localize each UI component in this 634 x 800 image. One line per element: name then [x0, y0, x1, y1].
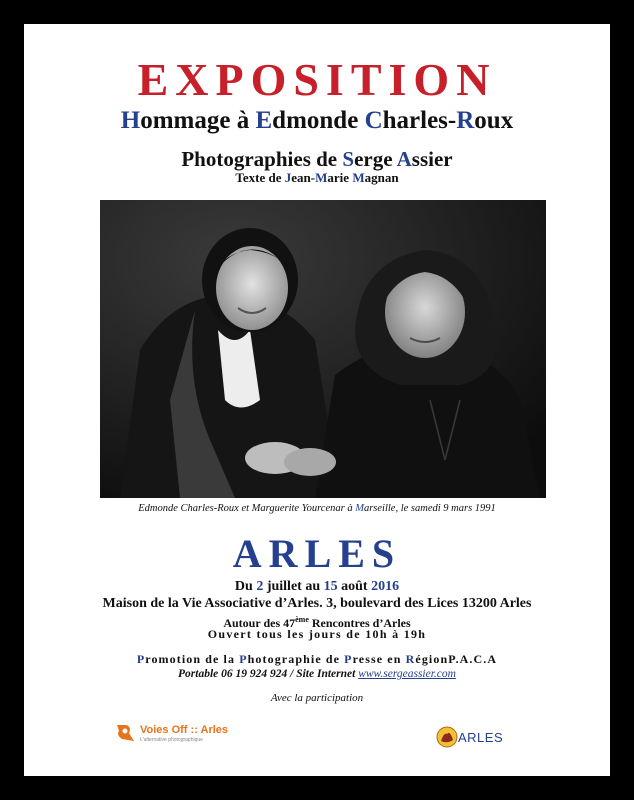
- promo-text: P.A.C.A: [448, 652, 498, 666]
- initial: A: [396, 147, 412, 171]
- initial: R: [456, 107, 475, 134]
- promo-text: romotion de la: [145, 652, 240, 666]
- participation-text: Avec la participation: [270, 692, 364, 704]
- voies-off-icon: [114, 721, 138, 745]
- dates-text: août: [337, 579, 372, 594]
- exposition-title: EXPOSITION: [137, 54, 497, 105]
- caption-text: arseille, le samedi 9 mars 1991: [363, 503, 496, 514]
- initial: P: [136, 652, 146, 666]
- photograph-illustration: [100, 200, 546, 498]
- promo-text: resse en: [352, 652, 406, 666]
- subtitle-text: dmonde: [272, 107, 365, 134]
- initial: E: [255, 107, 273, 134]
- venue-address: Maison de la Vie Associative d’Arles. 3, boulevard des Lices 13200 Arles: [102, 596, 532, 611]
- hours-value: 10h à 19h: [365, 627, 427, 641]
- rencontres-text: Rencontres d’Arles: [308, 616, 411, 630]
- hours-text: Ouvert tous les jours de: [207, 627, 366, 641]
- author-text: ean-: [291, 170, 316, 185]
- photographer-text: erge: [354, 147, 397, 171]
- date-highlight: 2: [256, 579, 264, 594]
- subtitle-text: harles-: [382, 107, 457, 134]
- author-prefix: Texte de: [235, 170, 285, 185]
- arles-emblem-icon: [436, 726, 458, 748]
- voies-off-name: Voies Off :: Arles: [140, 724, 229, 736]
- arles-logo: [436, 726, 546, 752]
- website-link[interactable]: www.sergeassier.com: [358, 668, 456, 680]
- exhibition-dates: [24, 578, 610, 595]
- initial: M: [352, 170, 365, 185]
- opening-hours: [24, 627, 610, 642]
- initial: H: [120, 107, 141, 134]
- rencontres-text: Autour des 47: [223, 616, 296, 630]
- dates-text: juillet au: [263, 579, 324, 594]
- initial: J: [284, 170, 292, 185]
- initial: M: [355, 503, 364, 514]
- subtitle-text: ommage à: [140, 107, 256, 134]
- dates-text: Du: [234, 579, 257, 594]
- initial: S: [342, 147, 355, 171]
- author-text: agnan: [364, 170, 399, 185]
- contact-text: Portable 06 19 924 924 / Site Internet: [178, 668, 359, 680]
- copyright-notice: © Serge Assier: [478, 753, 579, 770]
- contact-line: [24, 667, 610, 681]
- voies-off-logo: [114, 721, 264, 747]
- subtitle-text: oux: [474, 107, 514, 134]
- arles-logo-name: ARLES: [458, 730, 504, 745]
- initial: R: [405, 652, 416, 666]
- promotion-line: [24, 652, 610, 667]
- author-text: arie: [327, 170, 353, 185]
- date-highlight: 15: [323, 579, 338, 594]
- subtitle: [24, 106, 610, 136]
- date-highlight: 2016: [371, 579, 400, 594]
- rencontres-ordinal: ème: [295, 615, 309, 624]
- caption-text: Edmonde Charles-Roux et Marguerite Yourcenar à: [138, 503, 356, 514]
- photographer-line: [24, 146, 610, 172]
- city-title: ARLES: [232, 531, 402, 576]
- promo-text: hotographie de: [247, 652, 345, 666]
- author-line: [24, 170, 610, 186]
- promo-text: égion: [415, 652, 449, 666]
- poster: [24, 24, 610, 776]
- photographer-text: ssier: [411, 147, 453, 171]
- initial: C: [364, 107, 383, 134]
- initial: P: [239, 652, 248, 666]
- initial: P: [344, 652, 353, 666]
- black-white-photograph: [100, 200, 546, 498]
- voies-off-tagline: L'alternative photographique: [140, 737, 203, 743]
- initial: M: [315, 170, 328, 185]
- photographer-prefix: Photographies de: [181, 147, 343, 171]
- photo-caption: [24, 502, 610, 515]
